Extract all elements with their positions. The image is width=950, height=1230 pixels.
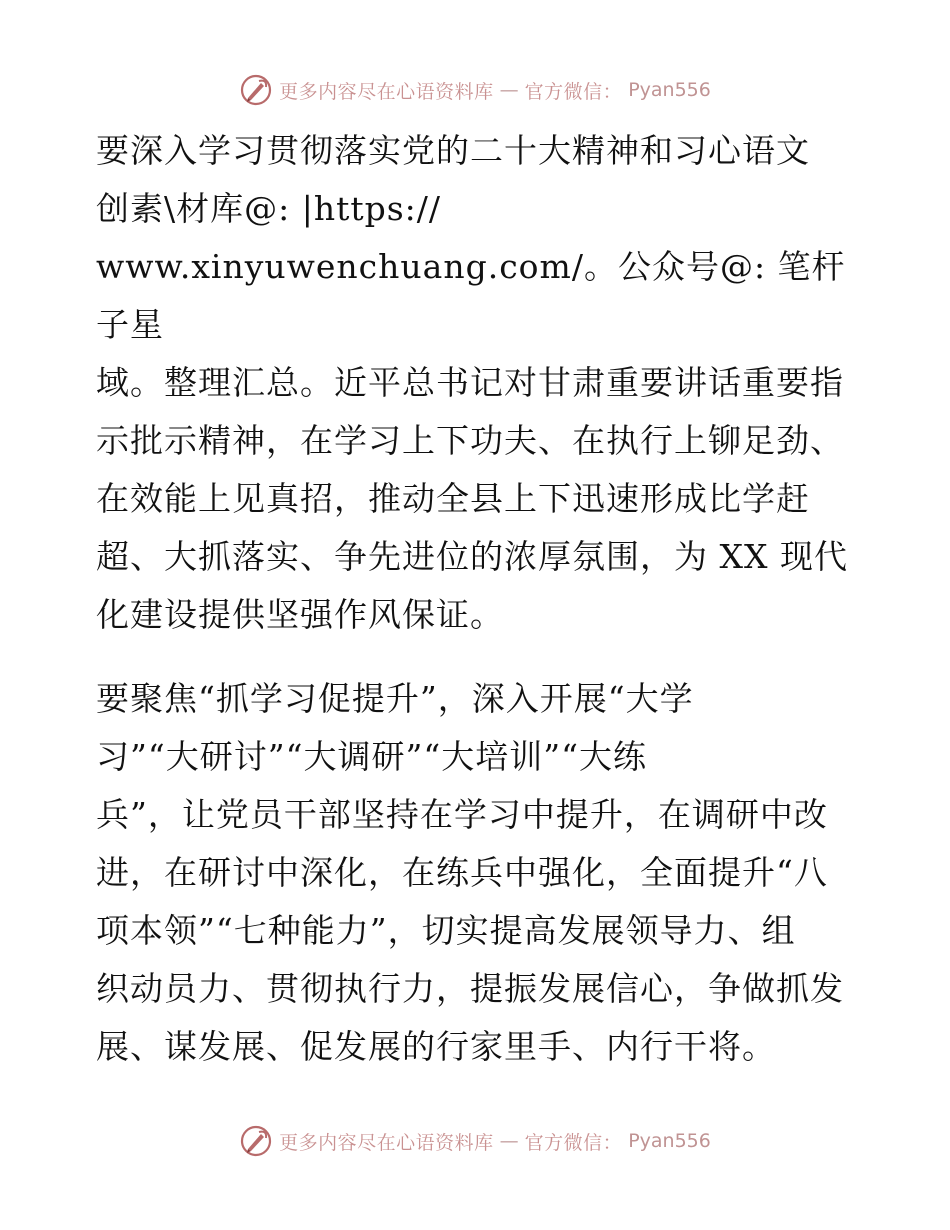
paragraph-1-line-1: 要深入学习贯彻落实党的二十大精神和习心语文 (96, 131, 810, 170)
paragraph-2-line-6: 织动员力、贯彻执行力，提振发展信心，争做抓发 (96, 969, 844, 1008)
paragraph-1-line-6: 在效能上见真招，推动全县上下迅速形成比学赶 (96, 479, 810, 518)
paragraph-1 (96, 122, 856, 644)
header-brand-text: 更多内容尽在心语资料库 (279, 80, 494, 103)
paragraph-2-line-4: 进，在研讨中深化，在练兵中强化，全面提升“八 (96, 853, 828, 892)
header-banner (0, 70, 950, 110)
paragraph-1-line-4: 域。整理汇总。近平总书记对甘肃重要讲话重要指 (96, 363, 844, 402)
paragraph-1-line-8: 化建设提供坚强作风保证。 (96, 595, 504, 634)
pen-circle-logo-icon (239, 1124, 273, 1158)
paragraph-2-line-3: 兵”，让党员干部坚持在学习中提升，在调研中改 (96, 795, 828, 834)
paragraph-2-line-7: 展、谋发展、促发展的行家里手、内行干将。 (96, 1027, 776, 1066)
header-separator: — (499, 79, 519, 101)
paragraph-1-line-5: 示批示精神，在学习上下功夫、在执行上铆足劲、 (96, 421, 844, 460)
footer-separator: — (499, 1130, 519, 1152)
footer-wechat-id: Pyan556 (628, 1130, 711, 1152)
paragraph-2-line-1: 要聚焦“抓学习促提升”，深入开展“大学 (96, 679, 694, 718)
footer-brand-text: 更多内容尽在心语资料库 (279, 1131, 494, 1154)
pen-circle-logo-icon (239, 73, 273, 107)
paragraph-2-line-5: 项本领”“七种能力”，切实提高发展领导力、组 (96, 911, 796, 950)
header-wechat-label: 官方微信： (524, 80, 623, 103)
paragraph-1-line-3: www.xinyuwenchuang.com/。公众号@: 笔杆子星 (96, 247, 846, 344)
paragraph-1-line-2: 创素\材库@: |https:// (96, 189, 442, 228)
header-wechat-id: Pyan556 (628, 79, 711, 101)
footer-wechat-label: 官方微信： (524, 1131, 623, 1154)
footer-banner (0, 1121, 950, 1161)
body-content (96, 122, 856, 1076)
paragraph-2-line-2: 习”“大研讨”“大调研”“大培训”“大练 (96, 737, 647, 776)
paragraph-2 (96, 670, 856, 1076)
paragraph-1-line-7: 超、大抓落实、争先进位的浓厚氛围，为 XX 现代 (96, 537, 848, 576)
